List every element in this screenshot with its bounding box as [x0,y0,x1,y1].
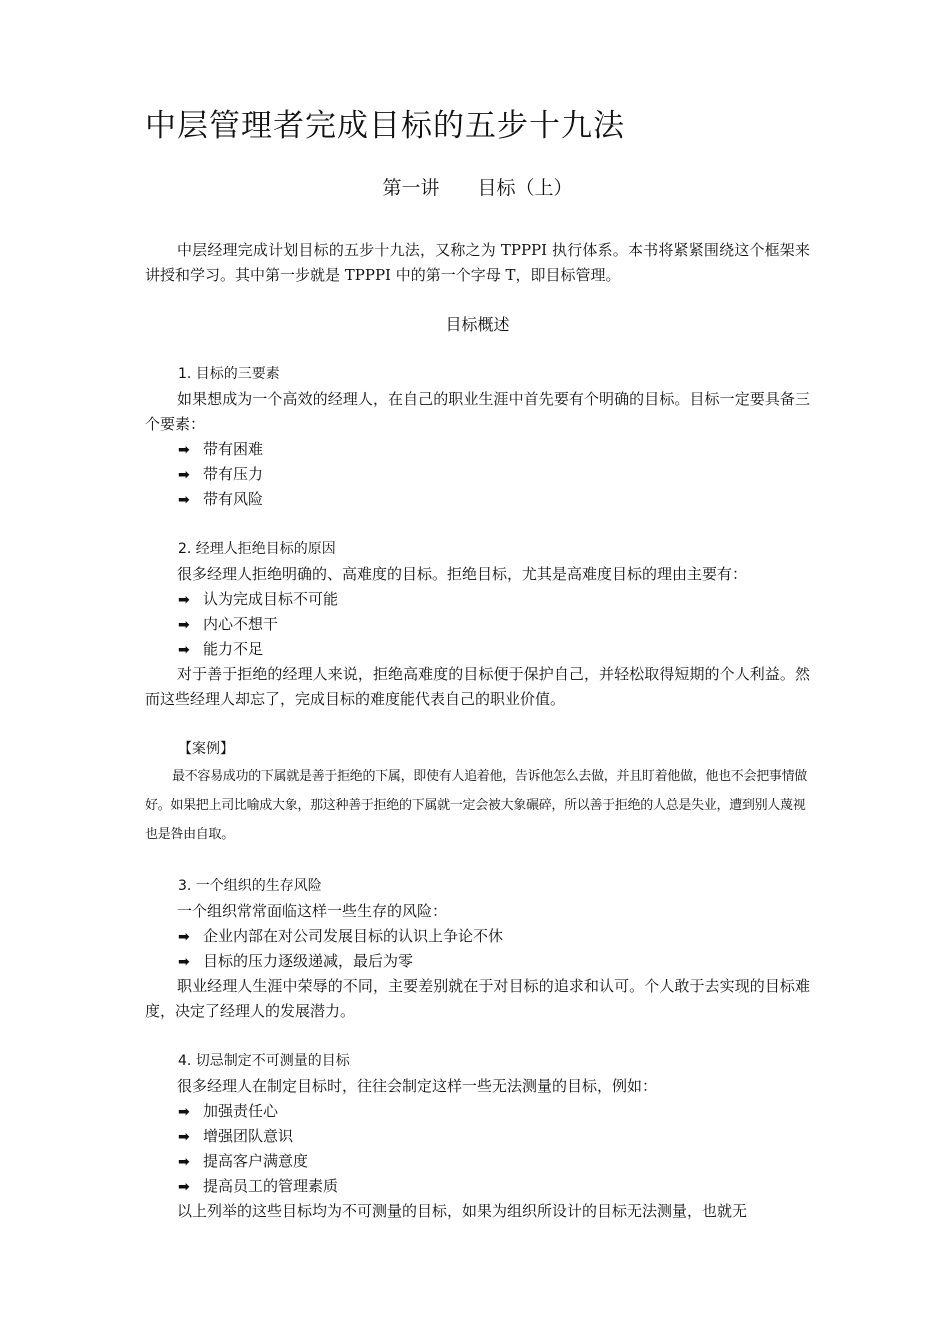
arrow-right-icon: ➡ [178,591,190,608]
section-2-bullets [145,587,810,662]
section-2-text: 很多经理人拒绝明确的、高难度的目标。拒绝目标，尤其是高难度目标的理由主要有： [177,565,748,583]
section-1-bullets [145,437,810,512]
section-4-text: 很多经理人在制定目标时，往往会制定这样一些无法测量的目标，例如： [177,1077,658,1095]
arrow-right-icon: ➡ [178,1153,190,1170]
arrow-right-icon: ➡ [178,953,190,970]
list-item: ➡ 带有困难 [178,440,264,458]
case-text: 最不容易成功的下属就是善于拒绝的下属，即使有人追着他，告诉他怎么去做，并且盯着他做，他也不会把事情做好。如果把上司比喻成大象，那这种善于拒绝的下属就一定会被大象碾碎，所以善于拒绝的人总是失业，遭到别人蔑视也是咎由自取。 [145,769,808,842]
arrow-right-icon: ➡ [178,491,190,508]
section-2-after: 对于善于拒绝的经理人来说，拒绝高难度的目标便于保护自己，并轻松取得短期的个人利益。然而这些经理人却忘了，完成目标的难度能代表自己的职业价值。 [145,665,810,708]
section-1-heading: 1. 目标的三要素 [178,366,280,382]
list-item: ➡ 内心不想干 [178,615,279,633]
section-4-bullets [145,1099,810,1199]
list-item: ➡ 增强团队意识 [178,1127,294,1145]
section-2-heading: 2. 经理人拒绝目标的原因 [178,541,336,557]
section-3-bullets [145,924,810,974]
case-label: 【案例】 [178,741,234,757]
arrow-right-icon: ➡ [178,1128,190,1145]
document-content [145,104,810,1224]
list-item: ➡ 加强责任心 [178,1102,279,1120]
arrow-right-icon: ➡ [178,441,190,458]
list-item: ➡ 目标的压力逐级递减，最后为零 [178,952,414,970]
list-item: ➡ 能力不足 [178,640,264,658]
section-title: 目标概述 [445,315,510,334]
arrow-right-icon: ➡ [178,1103,190,1120]
list-item: ➡ 带有压力 [178,465,264,483]
section-3-text: 一个组织常常面临这样一些生存的风险： [177,902,448,920]
list-item: ➡ 认为完成目标不可能 [178,590,339,608]
section-4-after: 以上列举的这些目标均为不可测量的目标，如果为组织所设计的目标无法测量，也就无 [177,1202,748,1220]
arrow-right-icon: ➡ [178,466,190,483]
arrow-right-icon: ➡ [178,616,190,633]
arrow-right-icon: ➡ [178,1178,190,1195]
section-1-text: 如果想成为一个高效的经理人，在自己的职业生涯中首先要有个明确的目标。目标一定要具备三个要素： [145,390,810,433]
list-item: ➡ 提高员工的管理素质 [178,1177,339,1195]
document-title: 中层管理者完成目标的五步十九法 [145,108,625,144]
list-item: ➡ 带有风险 [178,490,264,508]
arrow-right-icon: ➡ [178,928,190,945]
list-item: ➡ 提高客户满意度 [178,1152,309,1170]
list-item: ➡ 企业内部在对公司发展目标的认识上争论不休 [178,927,504,945]
arrow-right-icon: ➡ [178,641,190,658]
section-4-heading: 4. 切忌制定不可测量的目标 [178,1053,350,1069]
intro-paragraph: 中层经理完成计划目标的五步十九法，又称之为 TPPPI 执行体系。本书将紧紧围绕这个框架来讲授和学习。其中第一步就是 TPPPI 中的第一个字母 T，即目标管理。 [145,241,810,284]
section-3-heading: 3. 一个组织的生存风险 [178,878,322,894]
section-3-after: 职业经理人生涯中荣辱的不同，主要差别就在于对目标的追求和认可。个人敢于去实现的目标难度，决定了经理人的发展潜力。 [145,977,810,1020]
lecture-title: 第一讲 目标（上） [382,177,573,199]
